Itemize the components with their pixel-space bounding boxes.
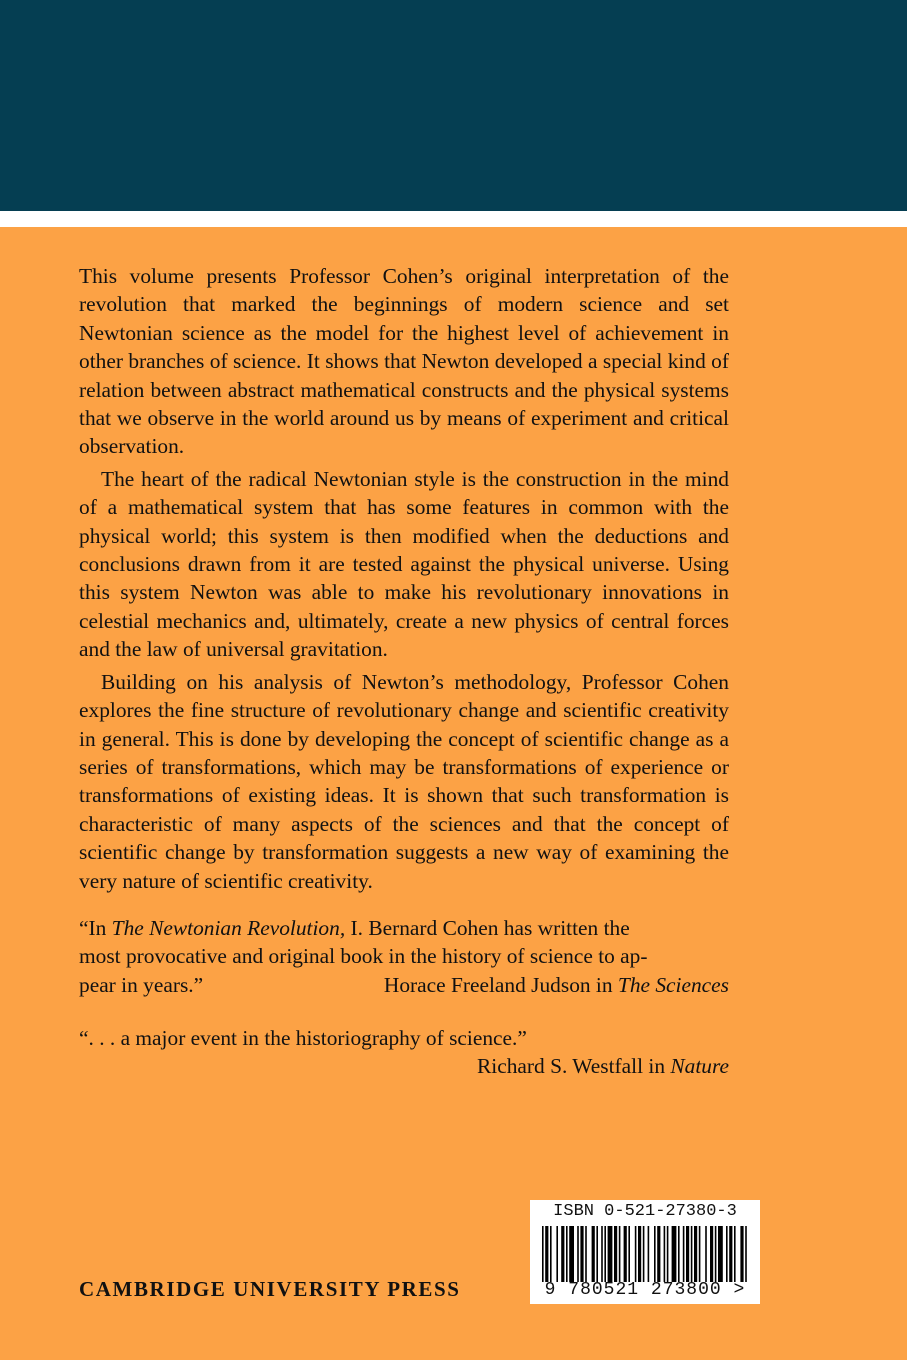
book-description (79, 262, 729, 899)
barcode-bar (592, 1226, 595, 1282)
white-divider-stripe (0, 211, 907, 227)
top-color-band (0, 0, 907, 211)
ean-number: 9 780521 273800 > (544, 1280, 746, 1300)
barcode-bar (550, 1226, 552, 1282)
barcode-bar (729, 1226, 732, 1282)
barcode-bar (648, 1226, 650, 1282)
barcode-bar (638, 1226, 641, 1282)
barcode-bars (542, 1226, 748, 1282)
barcode-bar (705, 1226, 707, 1282)
barcode-bar (718, 1226, 723, 1282)
review-attribution: Richard S. Westfall in Nature (477, 1054, 729, 1079)
barcode-bar (699, 1226, 701, 1282)
barcode-bar (672, 1226, 677, 1282)
barcode-bar (740, 1226, 743, 1282)
barcode-bar (635, 1226, 637, 1282)
barcode-bar (577, 1226, 579, 1282)
barcode-bar (561, 1226, 564, 1282)
barcode-bar (556, 1226, 558, 1282)
description-paragraph-2: The heart of the radical Newtonian style is the construction in the mind of a mathematical system that has some features in common with the physical world; this system is then modified when the deductions and conclusions drawn from it are tested against the physical universe. Using this system Newton was able to make his revolutionary innovations in celestial mechanics and, ultimately, create a new physics of central forces and the law of universal gravitation. (79, 466, 729, 662)
barcode-bar (734, 1226, 736, 1282)
barcode-bar (678, 1226, 680, 1282)
review-attribution: Horace Freeland Judson in The Sciences (383, 972, 729, 997)
barcode-bar (604, 1226, 606, 1282)
barcode-bar (569, 1226, 574, 1282)
barcode-bar (580, 1226, 583, 1282)
barcode-bar (726, 1226, 728, 1282)
barcode-bar (691, 1226, 693, 1282)
barcode-bar (624, 1226, 627, 1282)
barcode-bar (643, 1226, 645, 1282)
barcode-bar (619, 1226, 621, 1282)
barcode-bar (654, 1226, 656, 1282)
barcode-bar (545, 1226, 548, 1282)
review-quote-westfall: “. . . a major event in the historiography of science.” Richard S. Westfall in Nature (79, 1024, 729, 1081)
barcode-bar (664, 1226, 666, 1282)
isbn-barcode (530, 1200, 760, 1304)
barcode-bar (710, 1226, 713, 1282)
barcode-bar (585, 1226, 587, 1282)
review-quote-judson: “In The Newtonian Revolution, I. Bernard Cohen has written the most provocative and original book in the history of science to ap- pear in years.” Horace Freeland Judson in The Sciences (79, 914, 729, 999)
barcode-bar (686, 1226, 689, 1282)
barcode-bar (614, 1226, 617, 1282)
isbn-number: ISBN 0-521-27380-3 (553, 1202, 737, 1221)
barcode-bar (596, 1226, 598, 1282)
barcode-bar (694, 1226, 697, 1282)
barcode-bar (601, 1226, 603, 1282)
description-paragraph-1: This volume presents Professor Cohen’s original interpretation of the revolution that marked the beginnings of modern science and set Newtonian science as the model for the highest level of achievement in other branches of science. It shows that Newton developed a special kind of relation between abstract mathematical constructs and the physical systems that we observe in the world around us by means of experiment and critical observation. (79, 264, 729, 459)
barcode-bar (683, 1226, 685, 1282)
barcode-bar (657, 1226, 660, 1282)
barcode-bar (745, 1226, 747, 1282)
barcode-bar (608, 1226, 613, 1282)
barcode-bar (566, 1226, 568, 1282)
barcode-bar (628, 1226, 630, 1282)
book-title: The Newtonian Revolution, (111, 916, 346, 940)
publisher-name: CAMBRIDGE UNIVERSITY PRESS (79, 1277, 461, 1301)
description-paragraph-3: Building on his analysis of Newton’s methodology, Professor Cohen explores the fine structure of revolutionary change and scientific creativity in general. This is done by developing the concept of scientific change as a series of transformations, which may be transformations of experience or transformations of existing ideas. It is shown that such transformation is characteristic of many aspects of the sciences and that the concept of scientific change by transformation suggests a new way of examining the very nature of scientific creativity. (79, 669, 729, 893)
barcode-bar (667, 1226, 669, 1282)
barcode-bar (542, 1226, 544, 1282)
barcode-bar (715, 1226, 717, 1282)
